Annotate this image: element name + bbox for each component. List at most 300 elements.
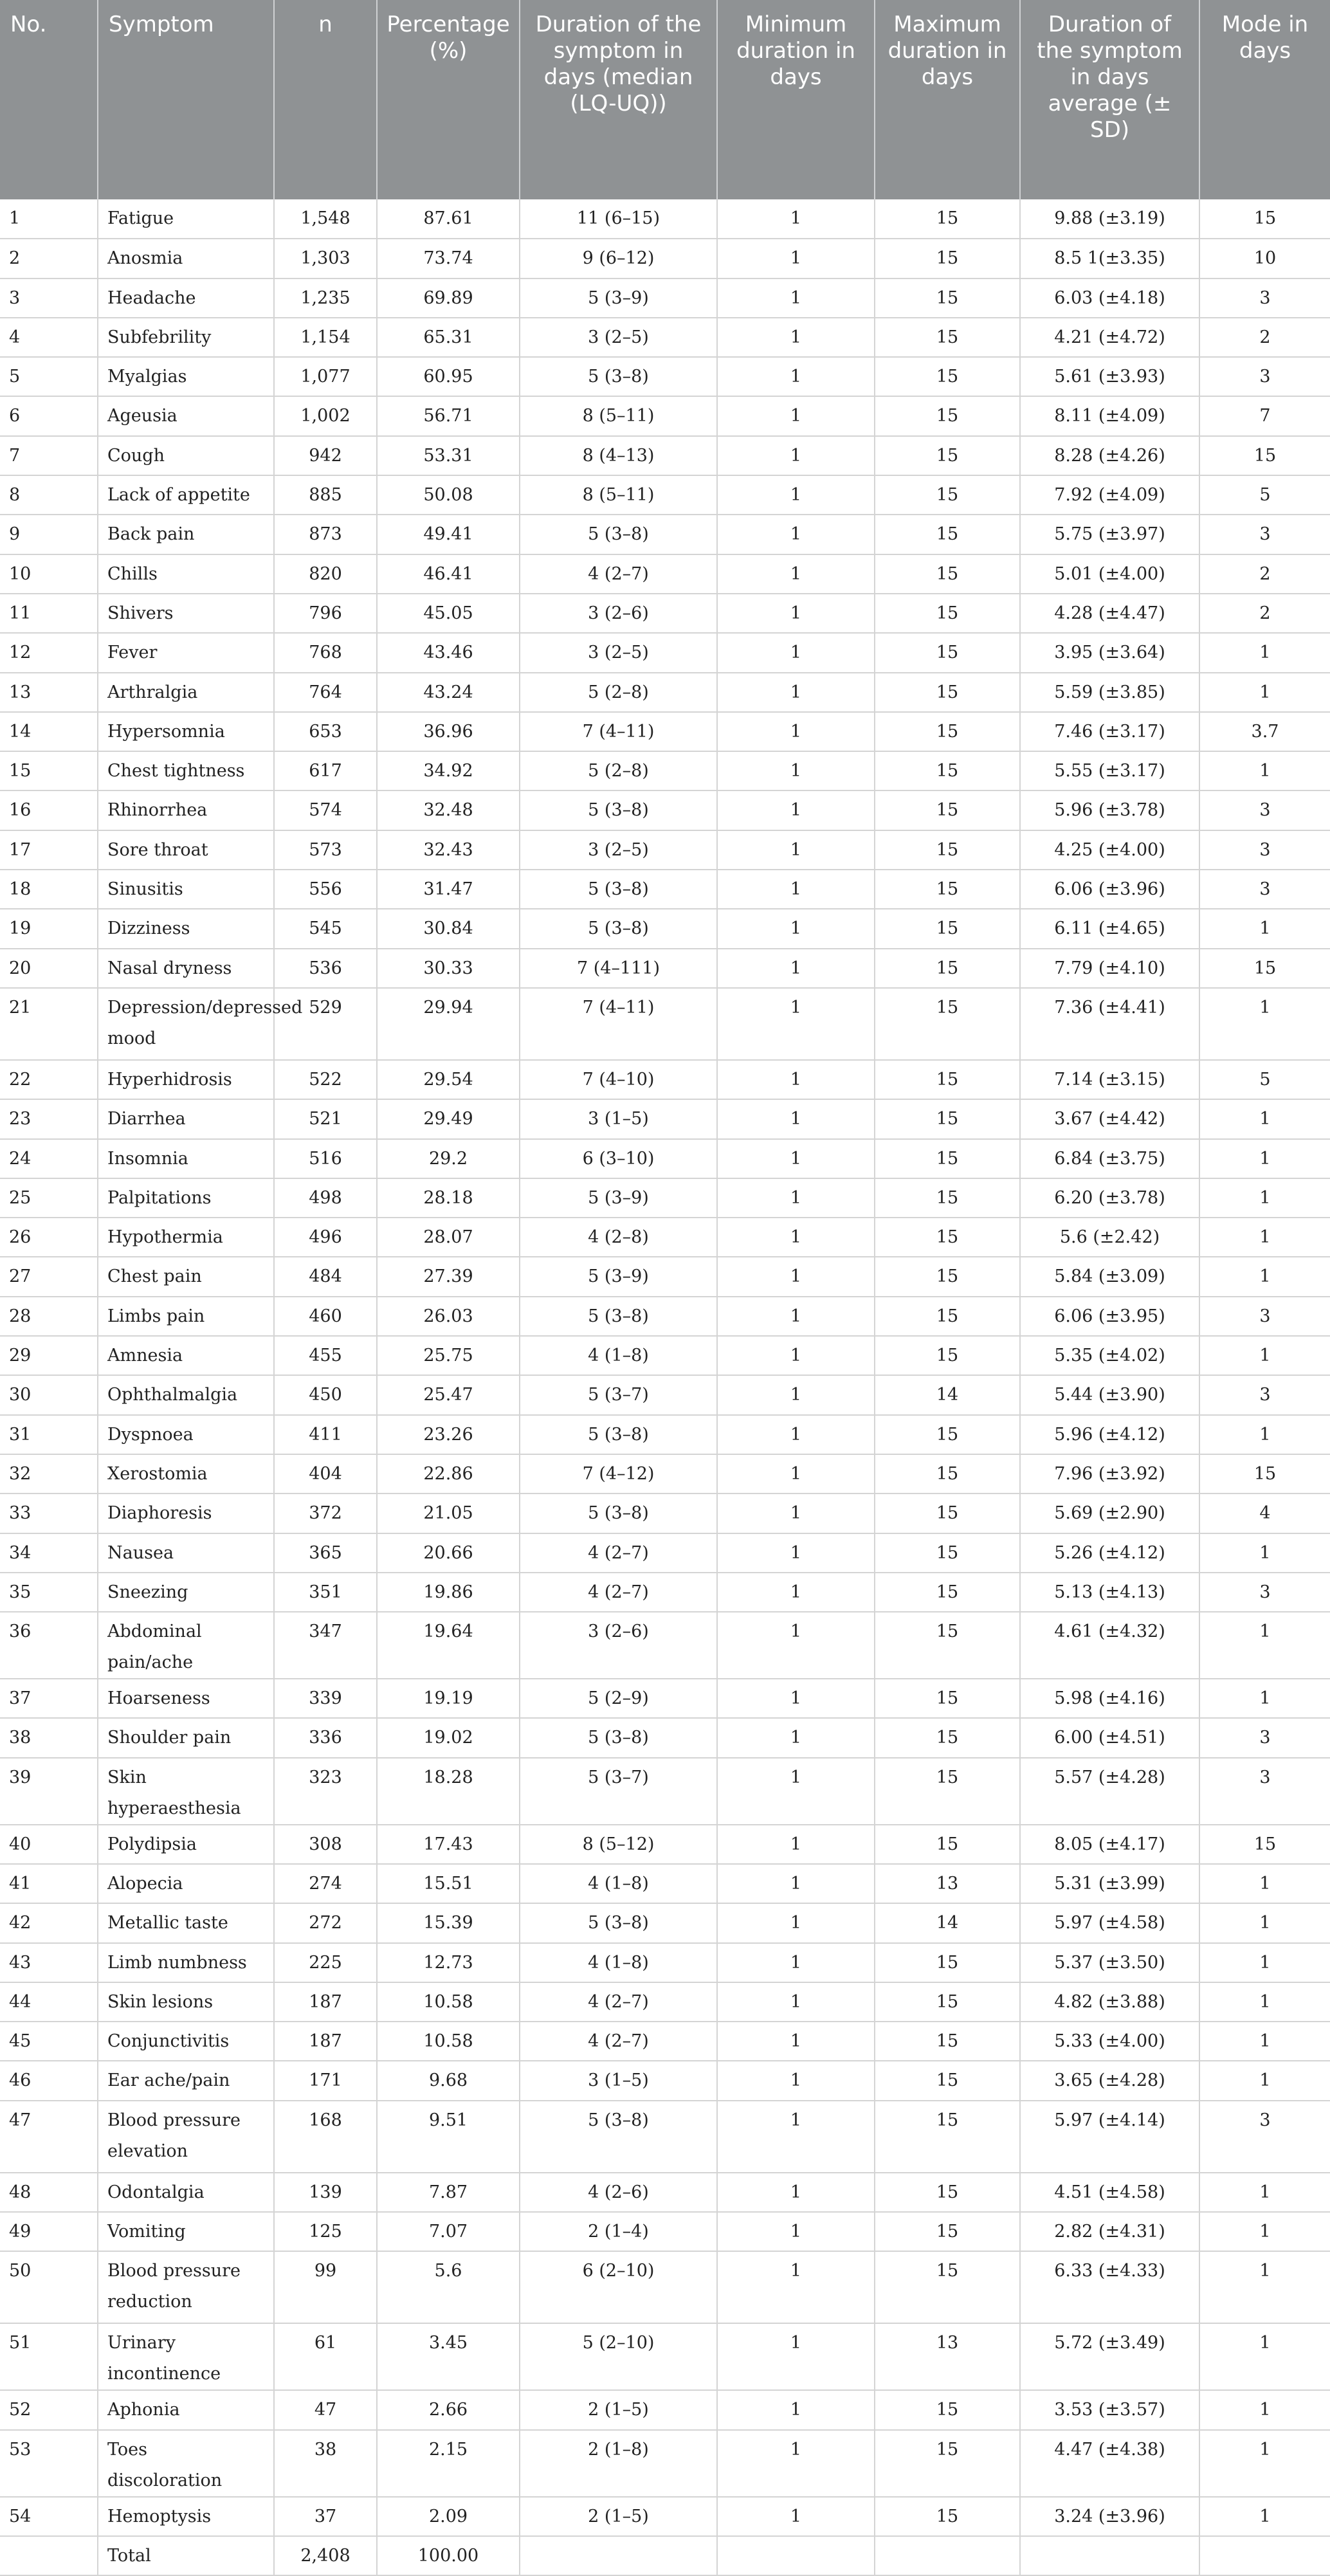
- cell-average-duration: 7.36 (±4.41): [1020, 988, 1199, 1060]
- cell-row-number: 17: [0, 830, 98, 870]
- cell-mode-days: 1: [1199, 1415, 1330, 1454]
- cell-minimum-duration: 1: [717, 1903, 875, 1942]
- cell-maximum-duration: 15: [875, 2430, 1020, 2497]
- cell-maximum-duration: 15: [875, 1679, 1020, 1718]
- cell-median-duration: 5 (3–8): [520, 1494, 717, 1533]
- cell-symptom-name: Hypothermia: [98, 1218, 274, 1257]
- cell-minimum-duration: 1: [717, 1533, 875, 1573]
- cell-average-duration: 5.84 (±3.09): [1020, 1257, 1199, 1296]
- cell-median-duration: 4 (2–7): [520, 1533, 717, 1573]
- cell-mode-days: 1: [1199, 909, 1330, 948]
- cell-minimum-duration: 1: [717, 2390, 875, 2429]
- cell-row-number: 27: [0, 1257, 98, 1296]
- cell-mode-days: 2: [1199, 554, 1330, 594]
- cell-mode-days: 3: [1199, 357, 1330, 396]
- table-row: [0, 909, 1330, 948]
- cell-count-n: 351: [274, 1573, 377, 1612]
- cell-maximum-duration: 15: [875, 475, 1020, 515]
- table-row: [0, 1982, 1330, 2022]
- cell-maximum-duration: 15: [875, 239, 1020, 278]
- cell-count-n: 61: [274, 2323, 377, 2390]
- cell-row-number: 22: [0, 1060, 98, 1099]
- cell-row-number: 39: [0, 1758, 98, 1825]
- cell-count-n: 336: [274, 1718, 377, 1757]
- cell-average-duration: 5.57 (±4.28): [1020, 1758, 1199, 1825]
- cell-minimum-duration: 1: [717, 2251, 875, 2323]
- table-row: [0, 318, 1330, 357]
- table-row: [0, 2323, 1330, 2390]
- cell-mode-days: 3: [1199, 830, 1330, 870]
- cell-symptom-name: Amnesia: [98, 1336, 274, 1375]
- cell-maximum-duration: 15: [875, 712, 1020, 751]
- cell-symptom-name: Odontalgia: [98, 2173, 274, 2212]
- cell-mode-days: 1: [1199, 2323, 1330, 2390]
- cell-symptom-name: Skin hyperaesthesia: [98, 1758, 274, 1825]
- cell-row-number: 49: [0, 2212, 98, 2251]
- cell-median-duration: 2 (1–8): [520, 2430, 717, 2497]
- cell-row-number: 47: [0, 2101, 98, 2173]
- cell-percentage: 28.07: [377, 1218, 520, 1257]
- cell-symptom-name: Nasal dryness: [98, 949, 274, 988]
- cell-count-n: 536: [274, 949, 377, 988]
- cell-count-n: 516: [274, 1139, 377, 1178]
- cell-count-n: 1,154: [274, 318, 377, 357]
- cell-minimum-duration: 1: [717, 318, 875, 357]
- cell-symptom-name: Lack of appetite: [98, 475, 274, 515]
- cell-mode-days: 5: [1199, 475, 1330, 515]
- cell-row-number: [0, 2536, 98, 2575]
- cell-median-duration: 5 (2–8): [520, 751, 717, 790]
- cell-percentage: 19.64: [377, 1612, 520, 1679]
- cell-maximum-duration: 15: [875, 594, 1020, 633]
- cell-average-duration: 4.47 (±4.38): [1020, 2430, 1199, 2497]
- cell-count-n: 339: [274, 1679, 377, 1718]
- cell-mode-days: 3: [1199, 1297, 1330, 1336]
- cell-maximum-duration: 14: [875, 1375, 1020, 1414]
- cell-minimum-duration: 1: [717, 1454, 875, 1494]
- cell-percentage: 100.00: [377, 2536, 520, 2575]
- table-row: [0, 1336, 1330, 1375]
- cell-symptom-name: Blood pressure reduction: [98, 2251, 274, 2323]
- cell-average-duration: 5.59 (±3.85): [1020, 673, 1199, 712]
- cell-percentage: 69.89: [377, 279, 520, 318]
- cell-minimum-duration: 1: [717, 673, 875, 712]
- cell-symptom-name: Sinusitis: [98, 870, 274, 909]
- cell-percentage: 73.74: [377, 239, 520, 278]
- cell-median-duration: 4 (1–8): [520, 1864, 717, 1903]
- cell-count-n: 365: [274, 1533, 377, 1573]
- cell-mode-days: 1: [1199, 2173, 1330, 2212]
- cell-row-number: 19: [0, 909, 98, 948]
- cell-average-duration: 5.72 (±3.49): [1020, 2323, 1199, 2390]
- cell-minimum-duration: [717, 2536, 875, 2575]
- cell-mode-days: 1: [1199, 2022, 1330, 2061]
- table-row: [0, 239, 1330, 278]
- cell-mode-days: 1: [1199, 751, 1330, 790]
- cell-maximum-duration: 15: [875, 1099, 1020, 1138]
- cell-row-number: 14: [0, 712, 98, 751]
- cell-symptom-name: Back pain: [98, 515, 274, 554]
- cell-symptom-name: Depression/depressed mood: [98, 988, 274, 1060]
- cell-maximum-duration: 13: [875, 2323, 1020, 2390]
- cell-median-duration: 5 (3–8): [520, 357, 717, 396]
- cell-percentage: 65.31: [377, 318, 520, 357]
- cell-mode-days: 1: [1199, 673, 1330, 712]
- cell-count-n: 225: [274, 1943, 377, 1982]
- cell-count-n: 885: [274, 475, 377, 515]
- cell-percentage: 29.94: [377, 988, 520, 1060]
- table-row: [0, 1864, 1330, 1903]
- cell-minimum-duration: 1: [717, 554, 875, 594]
- cell-maximum-duration: 15: [875, 909, 1020, 948]
- cell-minimum-duration: 1: [717, 515, 875, 554]
- table-row: [0, 988, 1330, 1060]
- cell-maximum-duration: 15: [875, 1218, 1020, 1257]
- cell-mode-days: 1: [1199, 1612, 1330, 1679]
- cell-count-n: 653: [274, 712, 377, 751]
- cell-median-duration: [520, 2536, 717, 2575]
- cell-percentage: 23.26: [377, 1415, 520, 1454]
- cell-percentage: 87.61: [377, 199, 520, 239]
- table-row: [0, 949, 1330, 988]
- cell-median-duration: 4 (2–7): [520, 1982, 717, 2022]
- table-row: [0, 751, 1330, 790]
- cell-percentage: 9.68: [377, 2061, 520, 2100]
- cell-row-number: 1: [0, 199, 98, 239]
- cell-symptom-name: Toes discoloration: [98, 2430, 274, 2497]
- cell-average-duration: 5.01 (±4.00): [1020, 554, 1199, 594]
- cell-median-duration: 4 (2–6): [520, 2173, 717, 2212]
- table-row: [0, 2251, 1330, 2323]
- cell-count-n: 942: [274, 436, 377, 475]
- cell-mode-days: 1: [1199, 1943, 1330, 1982]
- cell-average-duration: 5.13 (±4.13): [1020, 1573, 1199, 1612]
- cell-minimum-duration: 1: [717, 1218, 875, 1257]
- cell-row-number: 20: [0, 949, 98, 988]
- cell-maximum-duration: 15: [875, 1825, 1020, 1864]
- table-row: [0, 712, 1330, 751]
- cell-percentage: 2.66: [377, 2390, 520, 2429]
- cell-average-duration: 5.75 (±3.97): [1020, 515, 1199, 554]
- cell-minimum-duration: 1: [717, 949, 875, 988]
- cell-minimum-duration: 1: [717, 1257, 875, 1296]
- cell-mode-days: 3: [1199, 515, 1330, 554]
- table-row: [0, 1573, 1330, 1612]
- cell-minimum-duration: 1: [717, 1718, 875, 1757]
- cell-average-duration: 5.37 (±3.50): [1020, 1943, 1199, 1982]
- cell-row-number: 46: [0, 2061, 98, 2100]
- cell-row-number: 12: [0, 633, 98, 672]
- cell-maximum-duration: 15: [875, 396, 1020, 435]
- cell-mode-days: 15: [1199, 949, 1330, 988]
- cell-average-duration: [1020, 2536, 1199, 2575]
- cell-minimum-duration: 1: [717, 357, 875, 396]
- cell-percentage: 43.24: [377, 673, 520, 712]
- cell-row-number: 53: [0, 2430, 98, 2497]
- cell-median-duration: 5 (2–10): [520, 2323, 717, 2390]
- cell-minimum-duration: 1: [717, 1758, 875, 1825]
- cell-count-n: 274: [274, 1864, 377, 1903]
- cell-percentage: 50.08: [377, 475, 520, 515]
- cell-percentage: 5.6: [377, 2251, 520, 2323]
- cell-mode-days: 7: [1199, 396, 1330, 435]
- cell-symptom-name: Subfebrility: [98, 318, 274, 357]
- cell-minimum-duration: 1: [717, 2497, 875, 2536]
- cell-average-duration: 5.33 (±4.00): [1020, 2022, 1199, 2061]
- cell-percentage: 22.86: [377, 1454, 520, 1494]
- cell-median-duration: 7 (4–10): [520, 1060, 717, 1099]
- cell-percentage: 7.87: [377, 2173, 520, 2212]
- cell-median-duration: 6 (3–10): [520, 1139, 717, 1178]
- cell-count-n: 574: [274, 790, 377, 830]
- cell-count-n: 521: [274, 1099, 377, 1138]
- cell-symptom-name: Metallic taste: [98, 1903, 274, 1942]
- cell-maximum-duration: 15: [875, 515, 1020, 554]
- cell-symptom-name: Blood pressure elevation: [98, 2101, 274, 2173]
- cell-symptom-name: Nausea: [98, 1533, 274, 1573]
- cell-symptom-name: Chest pain: [98, 1257, 274, 1296]
- cell-average-duration: 6.84 (±3.75): [1020, 1139, 1199, 1178]
- cell-row-number: 15: [0, 751, 98, 790]
- cell-row-number: 41: [0, 1864, 98, 1903]
- cell-mode-days: 15: [1199, 1454, 1330, 1494]
- cell-median-duration: 7 (4–12): [520, 1454, 717, 1494]
- cell-count-n: 796: [274, 594, 377, 633]
- table-row: [0, 1297, 1330, 1336]
- cell-percentage: 19.19: [377, 1679, 520, 1718]
- cell-mode-days: 1: [1199, 1903, 1330, 1942]
- cell-row-number: 42: [0, 1903, 98, 1942]
- cell-maximum-duration: 15: [875, 1494, 1020, 1533]
- cell-mode-days: 3.7: [1199, 712, 1330, 751]
- cell-minimum-duration: 1: [717, 1573, 875, 1612]
- cell-row-number: 52: [0, 2390, 98, 2429]
- cell-average-duration: 3.95 (±3.64): [1020, 633, 1199, 672]
- cell-mode-days: 1: [1199, 1679, 1330, 1718]
- cell-count-n: 37: [274, 2497, 377, 2536]
- cell-percentage: 26.03: [377, 1297, 520, 1336]
- cell-maximum-duration: 15: [875, 1297, 1020, 1336]
- table-row: [0, 1943, 1330, 1982]
- cell-symptom-name: Hoarseness: [98, 1679, 274, 1718]
- cell-median-duration: 5 (3–8): [520, 1415, 717, 1454]
- cell-average-duration: 5.96 (±3.78): [1020, 790, 1199, 830]
- table-row: [0, 2022, 1330, 2061]
- cell-row-number: 5: [0, 357, 98, 396]
- cell-mode-days: 5: [1199, 1060, 1330, 1099]
- cell-percentage: 7.07: [377, 2212, 520, 2251]
- cell-row-number: 21: [0, 988, 98, 1060]
- cell-minimum-duration: 1: [717, 279, 875, 318]
- cell-count-n: 455: [274, 1336, 377, 1375]
- cell-count-n: 1,235: [274, 279, 377, 318]
- cell-median-duration: 3 (2–6): [520, 1612, 717, 1679]
- cell-percentage: 29.54: [377, 1060, 520, 1099]
- cell-median-duration: 5 (3–8): [520, 1297, 717, 1336]
- cell-median-duration: 5 (3–7): [520, 1375, 717, 1414]
- cell-minimum-duration: 1: [717, 1099, 875, 1138]
- cell-symptom-name: Cough: [98, 436, 274, 475]
- table-row: [0, 1533, 1330, 1573]
- cell-median-duration: 3 (2–5): [520, 633, 717, 672]
- cell-median-duration: 2 (1–4): [520, 2212, 717, 2251]
- cell-median-duration: 2 (1–5): [520, 2497, 717, 2536]
- cell-percentage: 56.71: [377, 396, 520, 435]
- cell-symptom-name: Ear ache/pain: [98, 2061, 274, 2100]
- table-row: [0, 673, 1330, 712]
- cell-mode-days: 3: [1199, 2101, 1330, 2173]
- table-row: [0, 1139, 1330, 1178]
- cell-average-duration: 8.28 (±4.26): [1020, 436, 1199, 475]
- cell-row-number: 48: [0, 2173, 98, 2212]
- cell-average-duration: 6.06 (±3.96): [1020, 870, 1199, 909]
- cell-minimum-duration: 1: [717, 2212, 875, 2251]
- cell-average-duration: 5.35 (±4.02): [1020, 1336, 1199, 1375]
- cell-percentage: 30.84: [377, 909, 520, 948]
- cell-count-n: 2,408: [274, 2536, 377, 2575]
- cell-maximum-duration: 15: [875, 2061, 1020, 2100]
- header-n: n: [274, 0, 377, 199]
- cell-minimum-duration: 1: [717, 1375, 875, 1414]
- cell-maximum-duration: 15: [875, 1415, 1020, 1454]
- cell-mode-days: 1: [1199, 2061, 1330, 2100]
- cell-percentage: 29.49: [377, 1099, 520, 1138]
- cell-maximum-duration: 15: [875, 279, 1020, 318]
- cell-count-n: 873: [274, 515, 377, 554]
- cell-average-duration: 6.33 (±4.33): [1020, 2251, 1199, 2323]
- cell-median-duration: 5 (3–8): [520, 2101, 717, 2173]
- table-row: [0, 790, 1330, 830]
- table-row: [0, 2497, 1330, 2536]
- cell-median-duration: 5 (3–9): [520, 1257, 717, 1296]
- table-row: [0, 1099, 1330, 1138]
- cell-row-number: 11: [0, 594, 98, 633]
- cell-percentage: 34.92: [377, 751, 520, 790]
- cell-mode-days: [1199, 2536, 1330, 2575]
- header-symptom: Symptom: [98, 0, 274, 199]
- cell-row-number: 18: [0, 870, 98, 909]
- cell-maximum-duration: 13: [875, 1864, 1020, 1903]
- cell-symptom-name: Limbs pain: [98, 1297, 274, 1336]
- cell-percentage: 46.41: [377, 554, 520, 594]
- cell-percentage: 10.58: [377, 2022, 520, 2061]
- cell-minimum-duration: 1: [717, 751, 875, 790]
- cell-maximum-duration: 15: [875, 2022, 1020, 2061]
- cell-average-duration: 5.26 (±4.12): [1020, 1533, 1199, 1573]
- cell-row-number: 10: [0, 554, 98, 594]
- cell-minimum-duration: 1: [717, 1864, 875, 1903]
- cell-percentage: 2.15: [377, 2430, 520, 2497]
- table-row: [0, 1825, 1330, 1864]
- cell-average-duration: 7.92 (±4.09): [1020, 475, 1199, 515]
- cell-mode-days: 1: [1199, 633, 1330, 672]
- cell-average-duration: 8.11 (±4.09): [1020, 396, 1199, 435]
- cell-average-duration: 6.03 (±4.18): [1020, 279, 1199, 318]
- cell-mode-days: 1: [1199, 1257, 1330, 1296]
- cell-row-number: 28: [0, 1297, 98, 1336]
- cell-count-n: 1,548: [274, 199, 377, 239]
- table-row: [0, 2101, 1330, 2173]
- cell-symptom-name: Dizziness: [98, 909, 274, 948]
- cell-symptom-name: Vomiting: [98, 2212, 274, 2251]
- cell-minimum-duration: 1: [717, 2430, 875, 2497]
- table-row: [0, 279, 1330, 318]
- cell-count-n: 484: [274, 1257, 377, 1296]
- cell-minimum-duration: 1: [717, 1139, 875, 1178]
- cell-median-duration: 5 (3–9): [520, 279, 717, 318]
- cell-percentage: 25.47: [377, 1375, 520, 1414]
- cell-count-n: 498: [274, 1178, 377, 1218]
- cell-percentage: 25.75: [377, 1336, 520, 1375]
- cell-mode-days: 1: [1199, 2212, 1330, 2251]
- cell-mode-days: 10: [1199, 239, 1330, 278]
- cell-average-duration: 5.6 (±2.42): [1020, 1218, 1199, 1257]
- cell-count-n: 323: [274, 1758, 377, 1825]
- table-row: [0, 396, 1330, 435]
- cell-median-duration: 5 (3–8): [520, 515, 717, 554]
- cell-median-duration: 3 (2–5): [520, 830, 717, 870]
- table-row: [0, 199, 1330, 239]
- cell-minimum-duration: 1: [717, 1825, 875, 1864]
- cell-row-number: 8: [0, 475, 98, 515]
- cell-median-duration: 8 (5–11): [520, 396, 717, 435]
- cell-minimum-duration: 1: [717, 1415, 875, 1454]
- cell-row-number: 24: [0, 1139, 98, 1178]
- cell-maximum-duration: 15: [875, 2101, 1020, 2173]
- cell-median-duration: 7 (4–111): [520, 949, 717, 988]
- cell-average-duration: 5.61 (±3.93): [1020, 357, 1199, 396]
- cell-minimum-duration: 1: [717, 1336, 875, 1375]
- cell-count-n: 347: [274, 1612, 377, 1679]
- cell-row-number: 30: [0, 1375, 98, 1414]
- cell-average-duration: 3.67 (±4.42): [1020, 1099, 1199, 1138]
- cell-maximum-duration: 15: [875, 830, 1020, 870]
- cell-minimum-duration: 1: [717, 396, 875, 435]
- table-row: [0, 2390, 1330, 2429]
- cell-percentage: 31.47: [377, 870, 520, 909]
- cell-percentage: 28.18: [377, 1178, 520, 1218]
- cell-row-number: 9: [0, 515, 98, 554]
- cell-row-number: 45: [0, 2022, 98, 2061]
- table-row: [0, 1679, 1330, 1718]
- table-row: [0, 475, 1330, 515]
- cell-mode-days: 1: [1199, 1099, 1330, 1138]
- cell-minimum-duration: 1: [717, 1178, 875, 1218]
- table-row: [0, 2212, 1330, 2251]
- cell-mode-days: 15: [1199, 1825, 1330, 1864]
- cell-minimum-duration: 1: [717, 594, 875, 633]
- cell-mode-days: 1: [1199, 2430, 1330, 2497]
- cell-average-duration: 8.05 (±4.17): [1020, 1825, 1199, 1864]
- cell-average-duration: 7.14 (±3.15): [1020, 1060, 1199, 1099]
- cell-mode-days: 1: [1199, 2251, 1330, 2323]
- cell-percentage: 19.86: [377, 1573, 520, 1612]
- cell-symptom-name: Urinary incontinence: [98, 2323, 274, 2390]
- cell-minimum-duration: 1: [717, 1297, 875, 1336]
- cell-mode-days: 3: [1199, 790, 1330, 830]
- cell-maximum-duration: 15: [875, 870, 1020, 909]
- table-row: [0, 870, 1330, 909]
- cell-average-duration: 5.31 (±3.99): [1020, 1864, 1199, 1903]
- cell-count-n: 99: [274, 2251, 377, 2323]
- cell-count-n: 139: [274, 2173, 377, 2212]
- cell-symptom-name: Total: [98, 2536, 274, 2575]
- cell-average-duration: 5.69 (±2.90): [1020, 1494, 1199, 1533]
- cell-symptom-name: Abdominal pain/ache: [98, 1612, 274, 1679]
- cell-row-number: 32: [0, 1454, 98, 1494]
- cell-median-duration: 7 (4–11): [520, 712, 717, 751]
- cell-maximum-duration: 15: [875, 2497, 1020, 2536]
